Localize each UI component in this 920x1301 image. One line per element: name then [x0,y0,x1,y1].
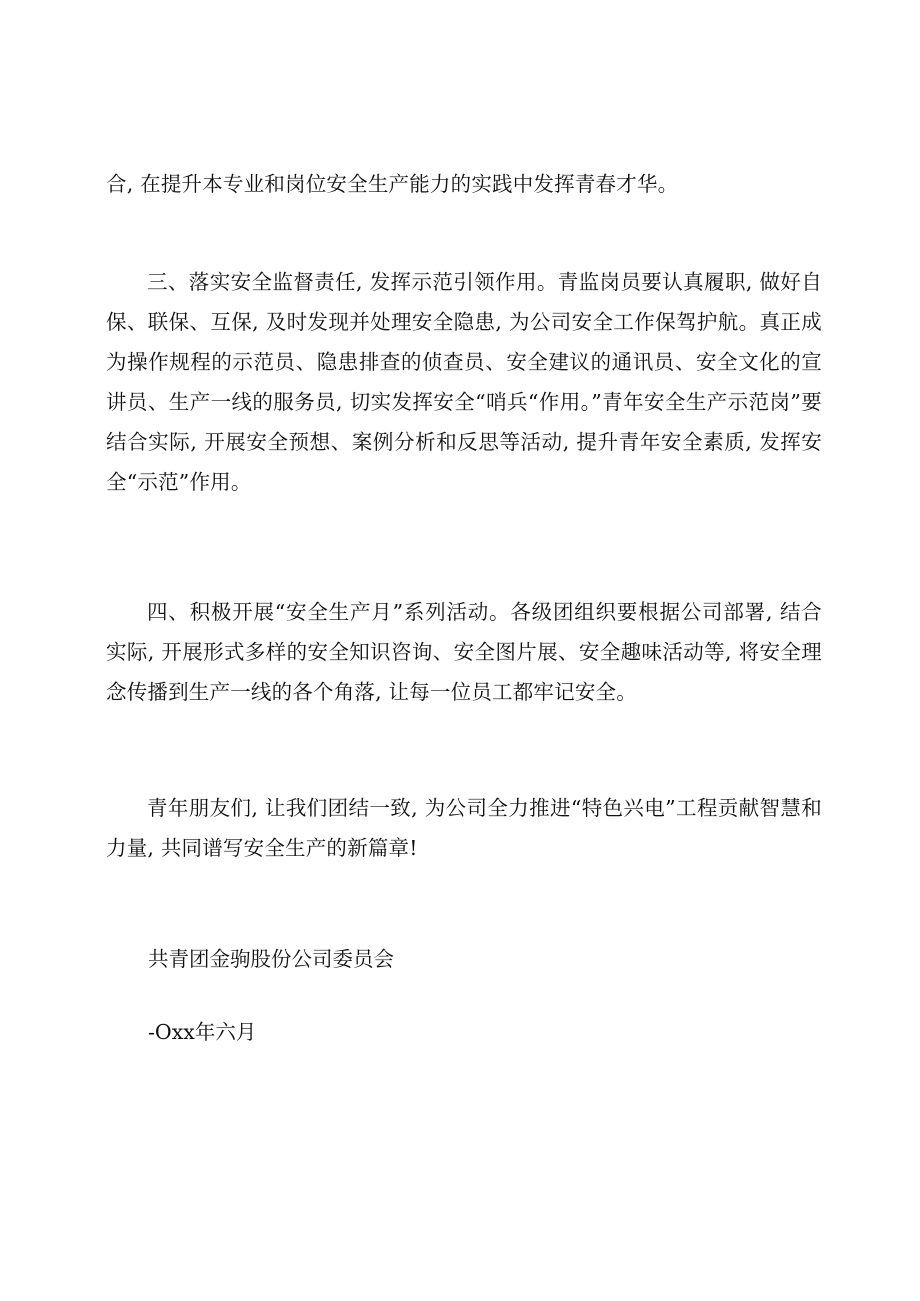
paragraph-section-four [106,592,822,712]
paragraph-text: 合, 在提升本专业和岗位安全生产能力的实践中发挥青春才华。 [106,172,679,196]
paragraph-closing [106,788,822,868]
paragraph-section-three [106,262,822,502]
signature-organization: 共青团金驹股份公司委员会 [148,947,394,971]
signature-date: -Oxx年六月 [148,1020,257,1044]
paragraph-text: 青年朋友们, 让我们团结一致, 为公司全力推进“特色兴电”工程贡献智慧和力量, 共同谱写安全生产的新篇章! [106,796,822,860]
paragraph-text: 四、积极开展“安全生产月”系列活动。各级团组织要根据公司部署, 结合实际, 开展形式多样的安全知识咨询、安全图片展、安全趣味活动等, 将安全理念传播到生产一线的各个角落, 让每一位员工都牢记安全。 [106,600,822,704]
paragraph-text: 三、落实安全监督责任, 发挥示范引领作用。青监岗员要认真履职, 做好自保、联保、互保, 及时发现并处理安全隐患, 为公司安全工作保驾护航。真正成为操作规程的示范员、隐患排查的侦查员、安全建议的通讯员、安全文化的宣讲员、生产一线的服务员, 切实发挥安全“哨兵“作用。”青年安全生产示范岗”要结合实际, 开展安全预想、案例分析和反思等活动, 提升青年安全素质, 发挥安全“示范”作用。 [106,270,822,494]
paragraph-continuation [106,164,822,204]
